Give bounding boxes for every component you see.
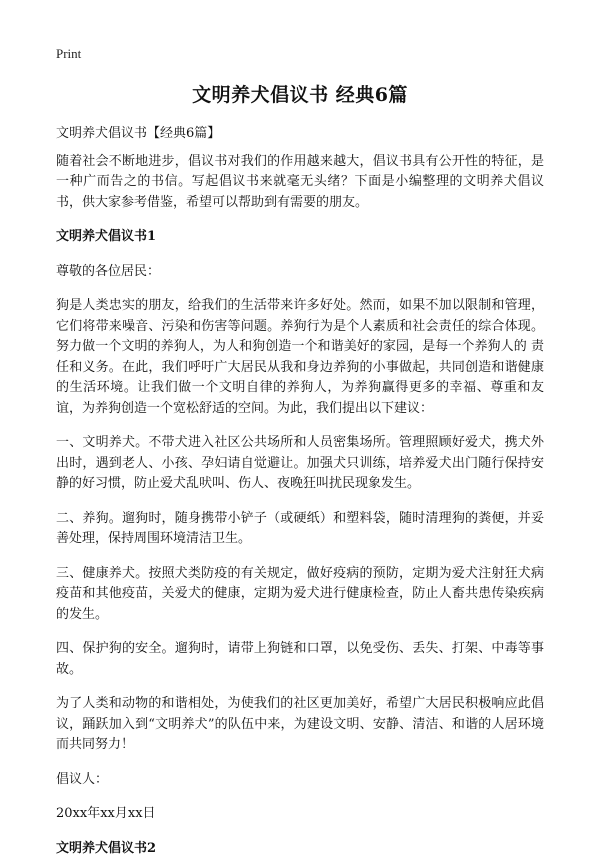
proposal-item-4: 四、保护狗的安全。遛狗时，请带上狗链和口罩，以免受伤、丢失、打架、中毒等事故。 bbox=[56, 639, 544, 680]
signer-label: 倡议人： bbox=[56, 770, 544, 791]
subtitle: 文明养犬倡议书【经典6篇】 bbox=[56, 124, 544, 145]
proposal-item-2: 二、养狗。遛狗时，随身携带小铲子（或硬纸）和塑料袋，随时清理狗的粪便，并妥善处理，保持周围环境清洁卫生。 bbox=[56, 509, 544, 550]
proposal-item-3: 三、健康养犬。按照犬类防疫的有关规定，做好疫病的预防，定期为爱犬注射狂犬病疫苗和其他疫苗，关爱犬的健康，定期为爱犬进行健康检查，防止人畜共患传染疾病的发生。 bbox=[56, 564, 544, 626]
paragraph-main: 狗是人类忠实的朋友，给我们的生活带来许多好处。然而，如果不加以限制和管理，它们将带来噪音、污染和伤害等问题。养狗行为是个人素质和社会责任的综合体现。努力做一个文明的养狗人，为人和狗创造一个和谐美好的家园，是每一个养狗人的 责任和义务。在此，我们呼吁广大居民从我和身边养狗的小事做起，共同创造和谐健康的生活环境。让我们做一个文明自律的养狗人，为养狗赢得更多的幸福、尊重和友谊，为养狗创造一个宽松舒适的空间。为此，我们提出以下建议： bbox=[56, 296, 544, 419]
section-heading-2: 文明养犬倡议书2 bbox=[56, 839, 544, 859]
date-line: 20xx年xx月xx日 bbox=[56, 804, 544, 825]
print-label: Print bbox=[56, 46, 81, 62]
page-title: 文明养犬倡议书 经典6篇 bbox=[0, 80, 600, 107]
section-heading-1: 文明养犬倡议书1 bbox=[56, 227, 544, 248]
salutation: 尊敬的各位居民： bbox=[56, 262, 544, 283]
proposal-item-1: 一、文明养犬。不带犬进入社区公共场所和人员密集场所。管理照顾好爱犬，携犬外出时，遇到老人、小孩、孕妇请自觉避让。加强犬只训练，培养爱犬出门随行保持安静的好习惯，防止爱犬乱吠叫、伤人、夜晚狂叫扰民现象发生。 bbox=[56, 433, 544, 495]
document-body bbox=[56, 124, 544, 859]
closing-paragraph: 为了人类和动物的和谐相处，为使我们的社区更加美好，希望广大居民积极响应此倡议，踊跃加入到“文明养犬”的队伍中来，为建设文明、安静、清洁、和谐的人居环境而共同努力！ bbox=[56, 694, 544, 756]
intro-paragraph: 随着社会不断地进步，倡议书对我们的作用越来越大，倡议书具有公开性的特征，是一种广而告之的书信。写起倡议书来就毫无头绪？下面是小编整理的文明养犬倡议书，供大家参考借鉴，希望可以帮助到有需要的朋友。 bbox=[56, 152, 544, 214]
